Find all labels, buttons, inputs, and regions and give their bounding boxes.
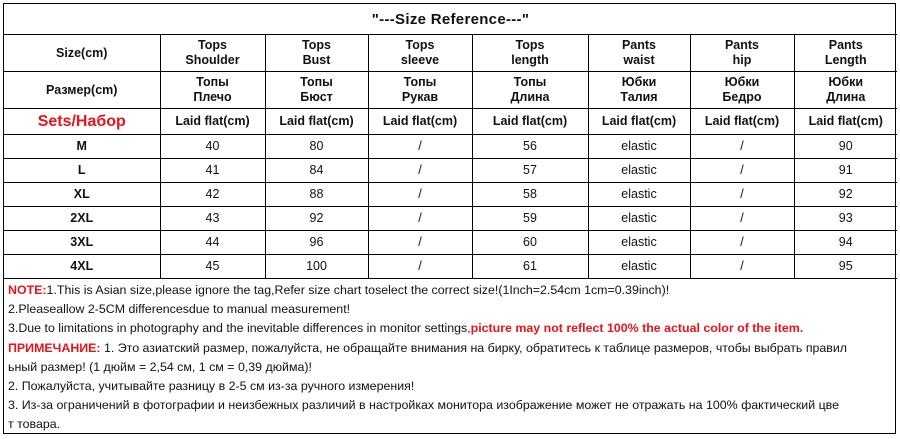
table-title: "---Size Reference---" bbox=[4, 4, 897, 35]
table-cell: 43 bbox=[160, 207, 265, 231]
size-rows bbox=[4, 135, 897, 279]
unit-cell: Laid flat(cm) bbox=[265, 109, 368, 135]
note-ru-label: ПРИМЕЧАНИЕ: bbox=[8, 340, 101, 355]
note-ru-line-3b: т товара. bbox=[8, 417, 61, 432]
size-label: 4XL bbox=[4, 255, 160, 279]
unit-cell: Laid flat(cm) bbox=[160, 109, 265, 135]
table-cell: 40 bbox=[160, 135, 265, 159]
table-cell: / bbox=[368, 183, 472, 207]
row-label-razmer: Размер(cm) bbox=[4, 72, 160, 109]
table-cell: 41 bbox=[160, 159, 265, 183]
table-cell: 90 bbox=[794, 135, 897, 159]
header-ru-col: Юбки Талия bbox=[588, 72, 690, 109]
table-row bbox=[4, 255, 897, 279]
note-line-1: NOTE:1.This is Asian size,please ignore the tag,Refer size chart toselect the correct size!(1Inch=2.54cm 1cm=0.39inch)! bbox=[8, 283, 670, 297]
table-cell: 88 bbox=[265, 183, 368, 207]
notes-section bbox=[4, 279, 895, 435]
table-cell: 42 bbox=[160, 183, 265, 207]
table-cell: 56 bbox=[472, 135, 588, 159]
unit-cell: Laid flat(cm) bbox=[794, 109, 897, 135]
table-row bbox=[4, 231, 897, 255]
note-ru-line-2: 2. Пожалуйста, учитывайте разницу в 2-5 см из-за ручного измерения! bbox=[8, 379, 415, 394]
header-tops-bust: Tops Bust bbox=[265, 35, 368, 72]
size-label: 2XL bbox=[4, 207, 160, 231]
row-label-size: Size(cm) bbox=[4, 35, 160, 72]
table-cell: 95 bbox=[794, 255, 897, 279]
color-warning: picture may not reflect 100% the actual color of the item. bbox=[470, 321, 804, 336]
table-cell: 58 bbox=[472, 183, 588, 207]
header-pants-length: Pants Length bbox=[794, 35, 897, 72]
table-cell: 93 bbox=[794, 207, 897, 231]
header-ru-col: Топы Рукав bbox=[368, 72, 472, 109]
table-cell: 59 bbox=[472, 207, 588, 231]
size-label: 3XL bbox=[4, 231, 160, 255]
note-ru-line-3: 3. Из-за ограничений в фотографии и неизбежных различий в настройках монитора изображение может не отражать на 100% фактический цве bbox=[8, 398, 840, 413]
unit-cell: Laid flat(cm) bbox=[472, 109, 588, 135]
unit-cell: Laid flat(cm) bbox=[690, 109, 794, 135]
table-cell: / bbox=[368, 159, 472, 183]
table-cell: 57 bbox=[472, 159, 588, 183]
table-cell: / bbox=[690, 231, 794, 255]
table-row bbox=[4, 207, 897, 231]
header-ru-col: Топы Плечо bbox=[160, 72, 265, 109]
table-cell: 60 bbox=[472, 231, 588, 255]
table-cell: 92 bbox=[265, 207, 368, 231]
header-ru-col: Юбки Длина bbox=[794, 72, 897, 109]
table-cell: 100 bbox=[265, 255, 368, 279]
header-tops-length: Tops length bbox=[472, 35, 588, 72]
header-pants-waist: Pants waist bbox=[588, 35, 690, 72]
header-pants-hip: Pants hip bbox=[690, 35, 794, 72]
table-cell: / bbox=[368, 231, 472, 255]
size-label: M bbox=[4, 135, 160, 159]
table-cell: 84 bbox=[265, 159, 368, 183]
note-line-3: 3.Due to limitations in photography and the inevitable differences in monitor settings,picture may not reflect 100% the actual color of the item. bbox=[8, 321, 804, 336]
unit-cell: Laid flat(cm) bbox=[368, 109, 472, 135]
table-cell: / bbox=[368, 255, 472, 279]
header-ru-col: Топы Бюст bbox=[265, 72, 368, 109]
table-cell: / bbox=[690, 135, 794, 159]
table-cell: 80 bbox=[265, 135, 368, 159]
table-cell: / bbox=[690, 207, 794, 231]
table-cell: elastic bbox=[588, 255, 690, 279]
size-chart-sheet bbox=[3, 3, 896, 434]
table-row bbox=[4, 159, 897, 183]
table-cell: 45 bbox=[160, 255, 265, 279]
table-row bbox=[4, 183, 897, 207]
table-cell: / bbox=[690, 183, 794, 207]
table-cell: 94 bbox=[794, 231, 897, 255]
table-cell: elastic bbox=[588, 135, 690, 159]
table-cell: / bbox=[690, 255, 794, 279]
table-cell: elastic bbox=[588, 183, 690, 207]
table-cell: elastic bbox=[588, 231, 690, 255]
table-cell: 44 bbox=[160, 231, 265, 255]
header-row-ru bbox=[4, 72, 897, 109]
size-table bbox=[4, 4, 897, 279]
table-cell: 96 bbox=[265, 231, 368, 255]
note-ru-line-1b: ьный размер! (1 дюйм = 2,54 см, 1 см = 0,39 дюйма)! bbox=[8, 359, 312, 374]
header-tops-sleeve: Tops sleeve bbox=[368, 35, 472, 72]
table-cell: 92 bbox=[794, 183, 897, 207]
header-ru-col: Юбки Бедро bbox=[690, 72, 794, 109]
table-cell: / bbox=[690, 159, 794, 183]
size-label: XL bbox=[4, 183, 160, 207]
table-cell: 61 bbox=[472, 255, 588, 279]
table-cell: elastic bbox=[588, 207, 690, 231]
note-label: NOTE: bbox=[8, 283, 47, 297]
note-line-2: 2.Pleaseallow 2-5CM differencesdue to manual measurement! bbox=[8, 302, 351, 317]
size-label: L bbox=[4, 159, 160, 183]
note-ru-line-1: ПРИМЕЧАНИЕ: 1. Это азиатский размер, пожалуйста, не обращайте внимания на бирку, обратитесь к таблице размеров, чтобы выбрать правил bbox=[8, 340, 848, 355]
unit-row bbox=[4, 109, 897, 135]
header-ru-col: Топы Длина bbox=[472, 72, 588, 109]
table-cell: / bbox=[368, 207, 472, 231]
table-cell: elastic bbox=[588, 159, 690, 183]
unit-cell: Laid flat(cm) bbox=[588, 109, 690, 135]
sets-label: Sets/Набор bbox=[4, 109, 160, 135]
header-row-en bbox=[4, 35, 897, 72]
header-tops-shoulder: Tops Shoulder bbox=[160, 35, 265, 72]
table-cell: 91 bbox=[794, 159, 897, 183]
table-cell: / bbox=[368, 135, 472, 159]
table-row bbox=[4, 135, 897, 159]
